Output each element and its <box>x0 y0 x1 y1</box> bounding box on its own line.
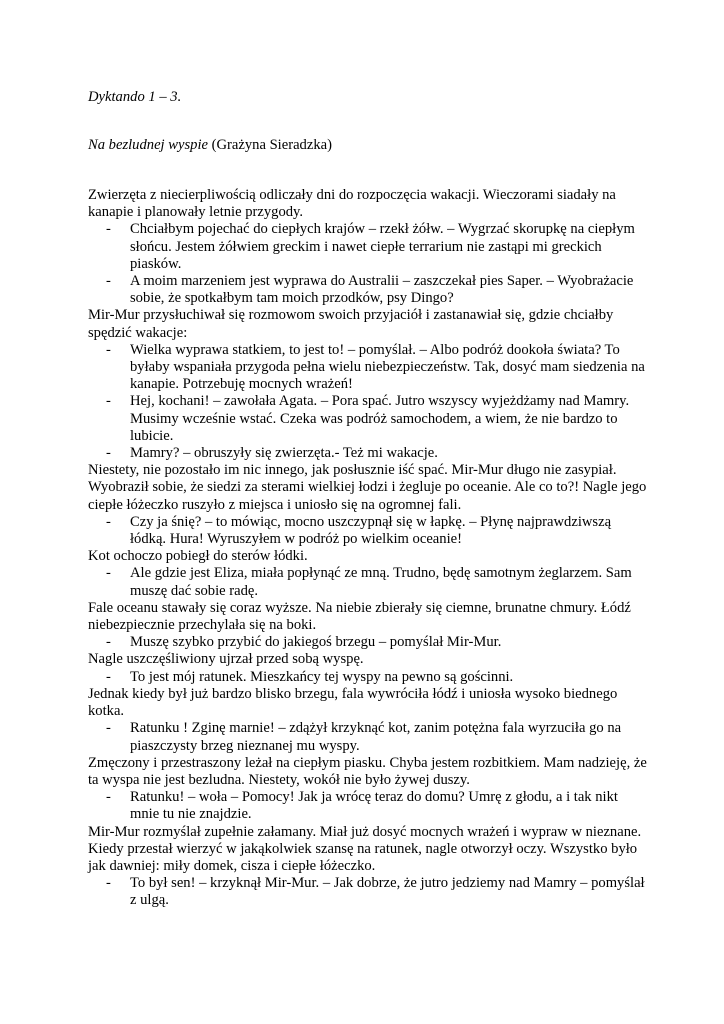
paragraph: Niestety, nie pozostało im nic innego, jak posłusznie iść spać. Mir-Mur długo nie zasypiał. Wyobraził sobie, że siedzi za sterami wielkiej łodzi i żegluje po oceanie. Ale co to?! Nagle jego ciepłe łóżeczko ruszyło z miejsca i uniosło się na ogromnej fali. <box>88 462 647 513</box>
dialogue-line <box>88 634 648 651</box>
story-title-line <box>88 137 332 154</box>
dialogue-text: To był sen! – krzyknął Mir-Mur. – Jak dobrze, że jutro jedziemy nad Mamry – pomyślał z ulgą. <box>130 875 645 909</box>
paragraph: Kot ochoczo pobiegł do sterów łódki. <box>88 548 308 565</box>
dialogue-text: Ratunku! – woła – Pomocy! Jak ja wrócę teraz do domu? Umrę z głodu, a i tak nikt mnie tu nie znajdzie. <box>130 789 618 823</box>
paragraph: Mir-Mur przysłuchiwał się rozmowom swoich przyjaciół i zastanawiał się, gdzie chciałby spędzić wakacje: <box>88 307 614 341</box>
dialogue-text: Czy ja śnię? – to mówiąc, mocno uszczypnął się w łapkę. – Płynę najprawdziwszą łódką. Hura! Wyruszyłem w podróż po wielkim oceanie! <box>130 513 612 548</box>
dialogue-line <box>88 720 648 754</box>
paragraph: Zmęczony i przestraszony leżał na ciepłym piasku. Chyba jestem rozbitkiem. Mam nadzieję, że ta wyspa nie jest bezludna. Niestety, wokół nie było żywej duszy. <box>88 754 647 788</box>
dialogue-text: Mamry? – obruszyły się zwierzęta.- Też mi wakacje. <box>130 445 438 462</box>
story-body <box>88 187 648 910</box>
dialogue-line <box>88 342 648 394</box>
dialogue-line <box>88 789 648 823</box>
paragraph: Zwierzęta z niecierpliwością odliczały dni do rozpoczęcia wakacji. Wieczorami siadały na kanapie i planowały letnie przygody. <box>88 187 616 221</box>
dialogue-text: Ale gdzie jest Eliza, miała popłynąć ze mną. Trudno, będę samotnym żeglarzem. Sam muszę dać sobie radę. <box>130 565 632 599</box>
dialogue-text: A moim marzeniem jest wyprawa do Australii – zaszczekał pies Saper. – Wyobrażacie sobie, że spotkałbym tam moich przodków, psy Dingo? <box>130 273 634 307</box>
dialogue-dash: - <box>106 393 111 410</box>
dialogue-dash: - <box>106 565 111 582</box>
paragraph: Jednak kiedy był już bardzo blisko brzegu, fala wywróciła łódź i uniosła wysoko biednego kotka. <box>88 685 618 720</box>
dialogue-dash: - <box>106 720 111 737</box>
document-heading: Dyktando 1 – 3. <box>88 89 182 105</box>
dialogue-dash: - <box>106 634 111 651</box>
dialogue-dash: - <box>106 875 111 892</box>
story-title: Na bezludnej wyspie <box>88 137 208 153</box>
dialogue-dash: - <box>106 445 111 462</box>
dialogue-text: Ratunku ! Zginę marnie! – zdążył krzyknąć kot, zanim potężna fala wyrzuciła go na piaszczysty brzeg nieznanej mu wyspy. <box>130 720 622 754</box>
dialogue-dash: - <box>106 668 111 685</box>
paragraph: Fale oceanu stawały się coraz wyższe. Na niebie zbierały się ciemne, brunatne chmury. Łódź niebezpiecznie przechylała się na boki. <box>88 599 631 634</box>
story-author: (Grażyna Sieradzka) <box>207 137 332 153</box>
dialogue-dash: - <box>106 341 111 358</box>
dialogue-text: Muszę szybko przybić do jakiegoś brzegu – pomyślał Mir-Mur. <box>130 634 502 651</box>
dialogue-dash: - <box>106 273 111 290</box>
dialogue-text: Wielka wyprawa statkiem, to jest to! – pomyślał. – Albo podróż dookoła świata? To byłaby wspaniała przygoda pełna wielu niebezpieczeństw. Tak, dosyć mam siedzenia na kanapie. Potrzebuję mocnych wrażeń! <box>130 341 645 393</box>
dialogue-line <box>88 273 648 307</box>
dialogue-line <box>88 875 648 909</box>
dialogue-line <box>88 565 648 599</box>
dialogue-dash: - <box>106 513 111 530</box>
dialogue-line <box>88 669 648 686</box>
dialogue-line <box>88 445 648 462</box>
dialogue-dash: - <box>106 789 111 806</box>
dialogue-line <box>88 514 648 548</box>
paragraph: Nagle uszczęśliwiony ujrzał przed sobą wyspę. <box>88 651 364 668</box>
dialogue-text: Hej, kochani! – zawołała Agata. – Pora spać. Jutro wszyscy wyjeżdżamy nad Mamry. Musimy wcześnie wstać. Czeka was podróż samochodem, a wiem, że nie bardzo to lubicie. <box>130 393 630 444</box>
paragraph: Mir-Mur rozmyślał zupełnie załamany. Miał już dosyć mocnych wrażeń i wypraw w nieznane. Kiedy przestał wierzyć w jakąkolwiek szansę na ratunek, nagle otworzył oczy. Wszystko było jak dawniej: miły domek, cisza i ciepłe łóżeczko. <box>88 823 642 874</box>
dialogue-dash: - <box>106 221 111 238</box>
dialogue-text: Chciałbym pojechać do ciepłych krajów – rzekł żółw. – Wygrzać skorupkę na ciepłym słońcu. Jestem żółwiem greckim i nawet ciepłe terrarium nie zastąpi mi greckich piasków. <box>130 221 635 272</box>
dialogue-line <box>88 221 648 273</box>
dialogue-line <box>88 393 648 445</box>
document-page <box>88 89 648 909</box>
dialogue-text: To jest mój ratunek. Mieszkańcy tej wyspy na pewno są gościnni. <box>130 668 514 685</box>
